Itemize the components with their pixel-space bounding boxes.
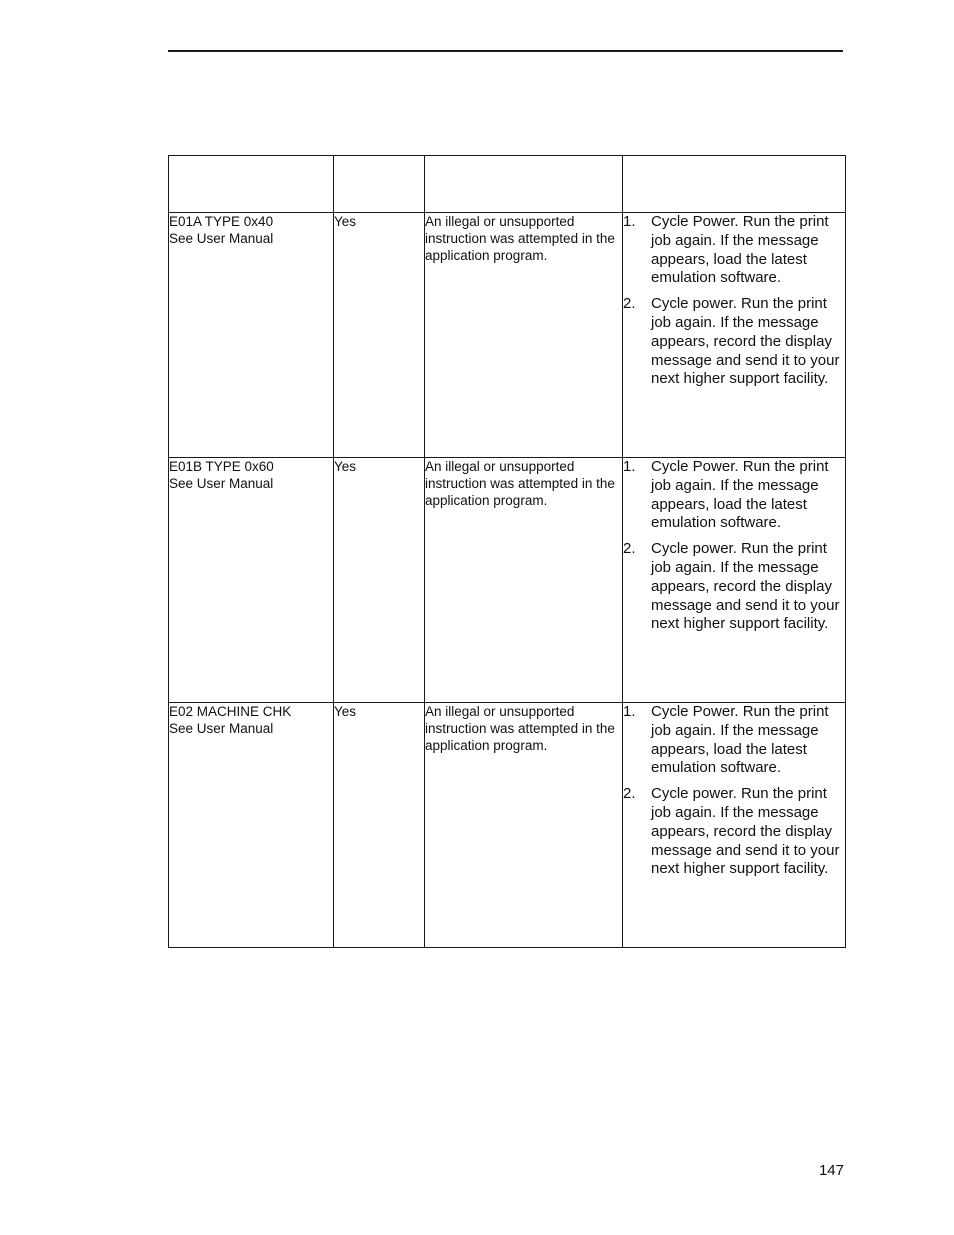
step-text: Cycle Power. Run the print job again. If the message appears, load the latest emulation software. — [651, 213, 829, 287]
message-table — [168, 155, 846, 948]
step-number: 2. — [623, 785, 636, 803]
step-text: Cycle power. Run the print job again. If the message appears, record the display message and send it to your next higher support facility. — [651, 540, 840, 633]
header-cell-explanation — [425, 156, 623, 213]
status-cell: Yes — [334, 458, 425, 703]
header-cell-message — [169, 156, 334, 213]
step-number: 2. — [623, 295, 636, 313]
explanation-cell: An illegal or unsupported instruction was attempted in the application program. — [425, 458, 623, 703]
solution-cell — [623, 213, 846, 458]
solution-cell — [623, 703, 846, 948]
step-text: Cycle power. Run the print job again. If the message appears, record the display message and send it to your next higher support facility. — [651, 785, 840, 878]
step-number: 1. — [623, 458, 636, 475]
message-code: E01B TYPE 0x60 — [169, 459, 274, 474]
table-header-row — [169, 156, 846, 213]
table-row — [169, 703, 846, 948]
message-cell — [169, 703, 334, 948]
page-number: 147 — [818, 1162, 844, 1179]
header-cell-solution — [623, 156, 846, 213]
header-cell-status — [334, 156, 425, 213]
message-code: E02 MACHINE CHK — [169, 704, 292, 719]
status-cell: Yes — [334, 703, 425, 948]
message-subtext: See User Manual — [169, 231, 274, 246]
header-rule — [168, 50, 843, 52]
table-row — [169, 213, 846, 458]
step-number: 2. — [623, 540, 636, 558]
solution-step — [623, 458, 845, 533]
step-number: 1. — [623, 703, 636, 720]
solution-step — [623, 703, 845, 778]
solution-cell — [623, 458, 846, 703]
step-number: 1. — [623, 213, 636, 230]
step-text: Cycle Power. Run the print job again. If the message appears, load the latest emulation software. — [651, 458, 829, 532]
explanation-cell: An illegal or unsupported instruction was attempted in the application program. — [425, 213, 623, 458]
solution-step — [623, 295, 845, 389]
explanation-cell: An illegal or unsupported instruction was attempted in the application program. — [425, 703, 623, 948]
message-subtext: See User Manual — [169, 476, 274, 491]
solution-step — [623, 785, 845, 879]
solution-step — [623, 213, 845, 288]
message-cell — [169, 213, 334, 458]
status-cell: Yes — [334, 213, 425, 458]
message-cell — [169, 458, 334, 703]
step-text: Cycle power. Run the print job again. If the message appears, record the display message and send it to your next higher support facility. — [651, 295, 840, 388]
solution-step — [623, 540, 845, 634]
step-text: Cycle Power. Run the print job again. If the message appears, load the latest emulation software. — [651, 703, 829, 777]
message-code: E01A TYPE 0x40 — [169, 214, 274, 229]
message-subtext: See User Manual — [169, 721, 274, 736]
table-row — [169, 458, 846, 703]
